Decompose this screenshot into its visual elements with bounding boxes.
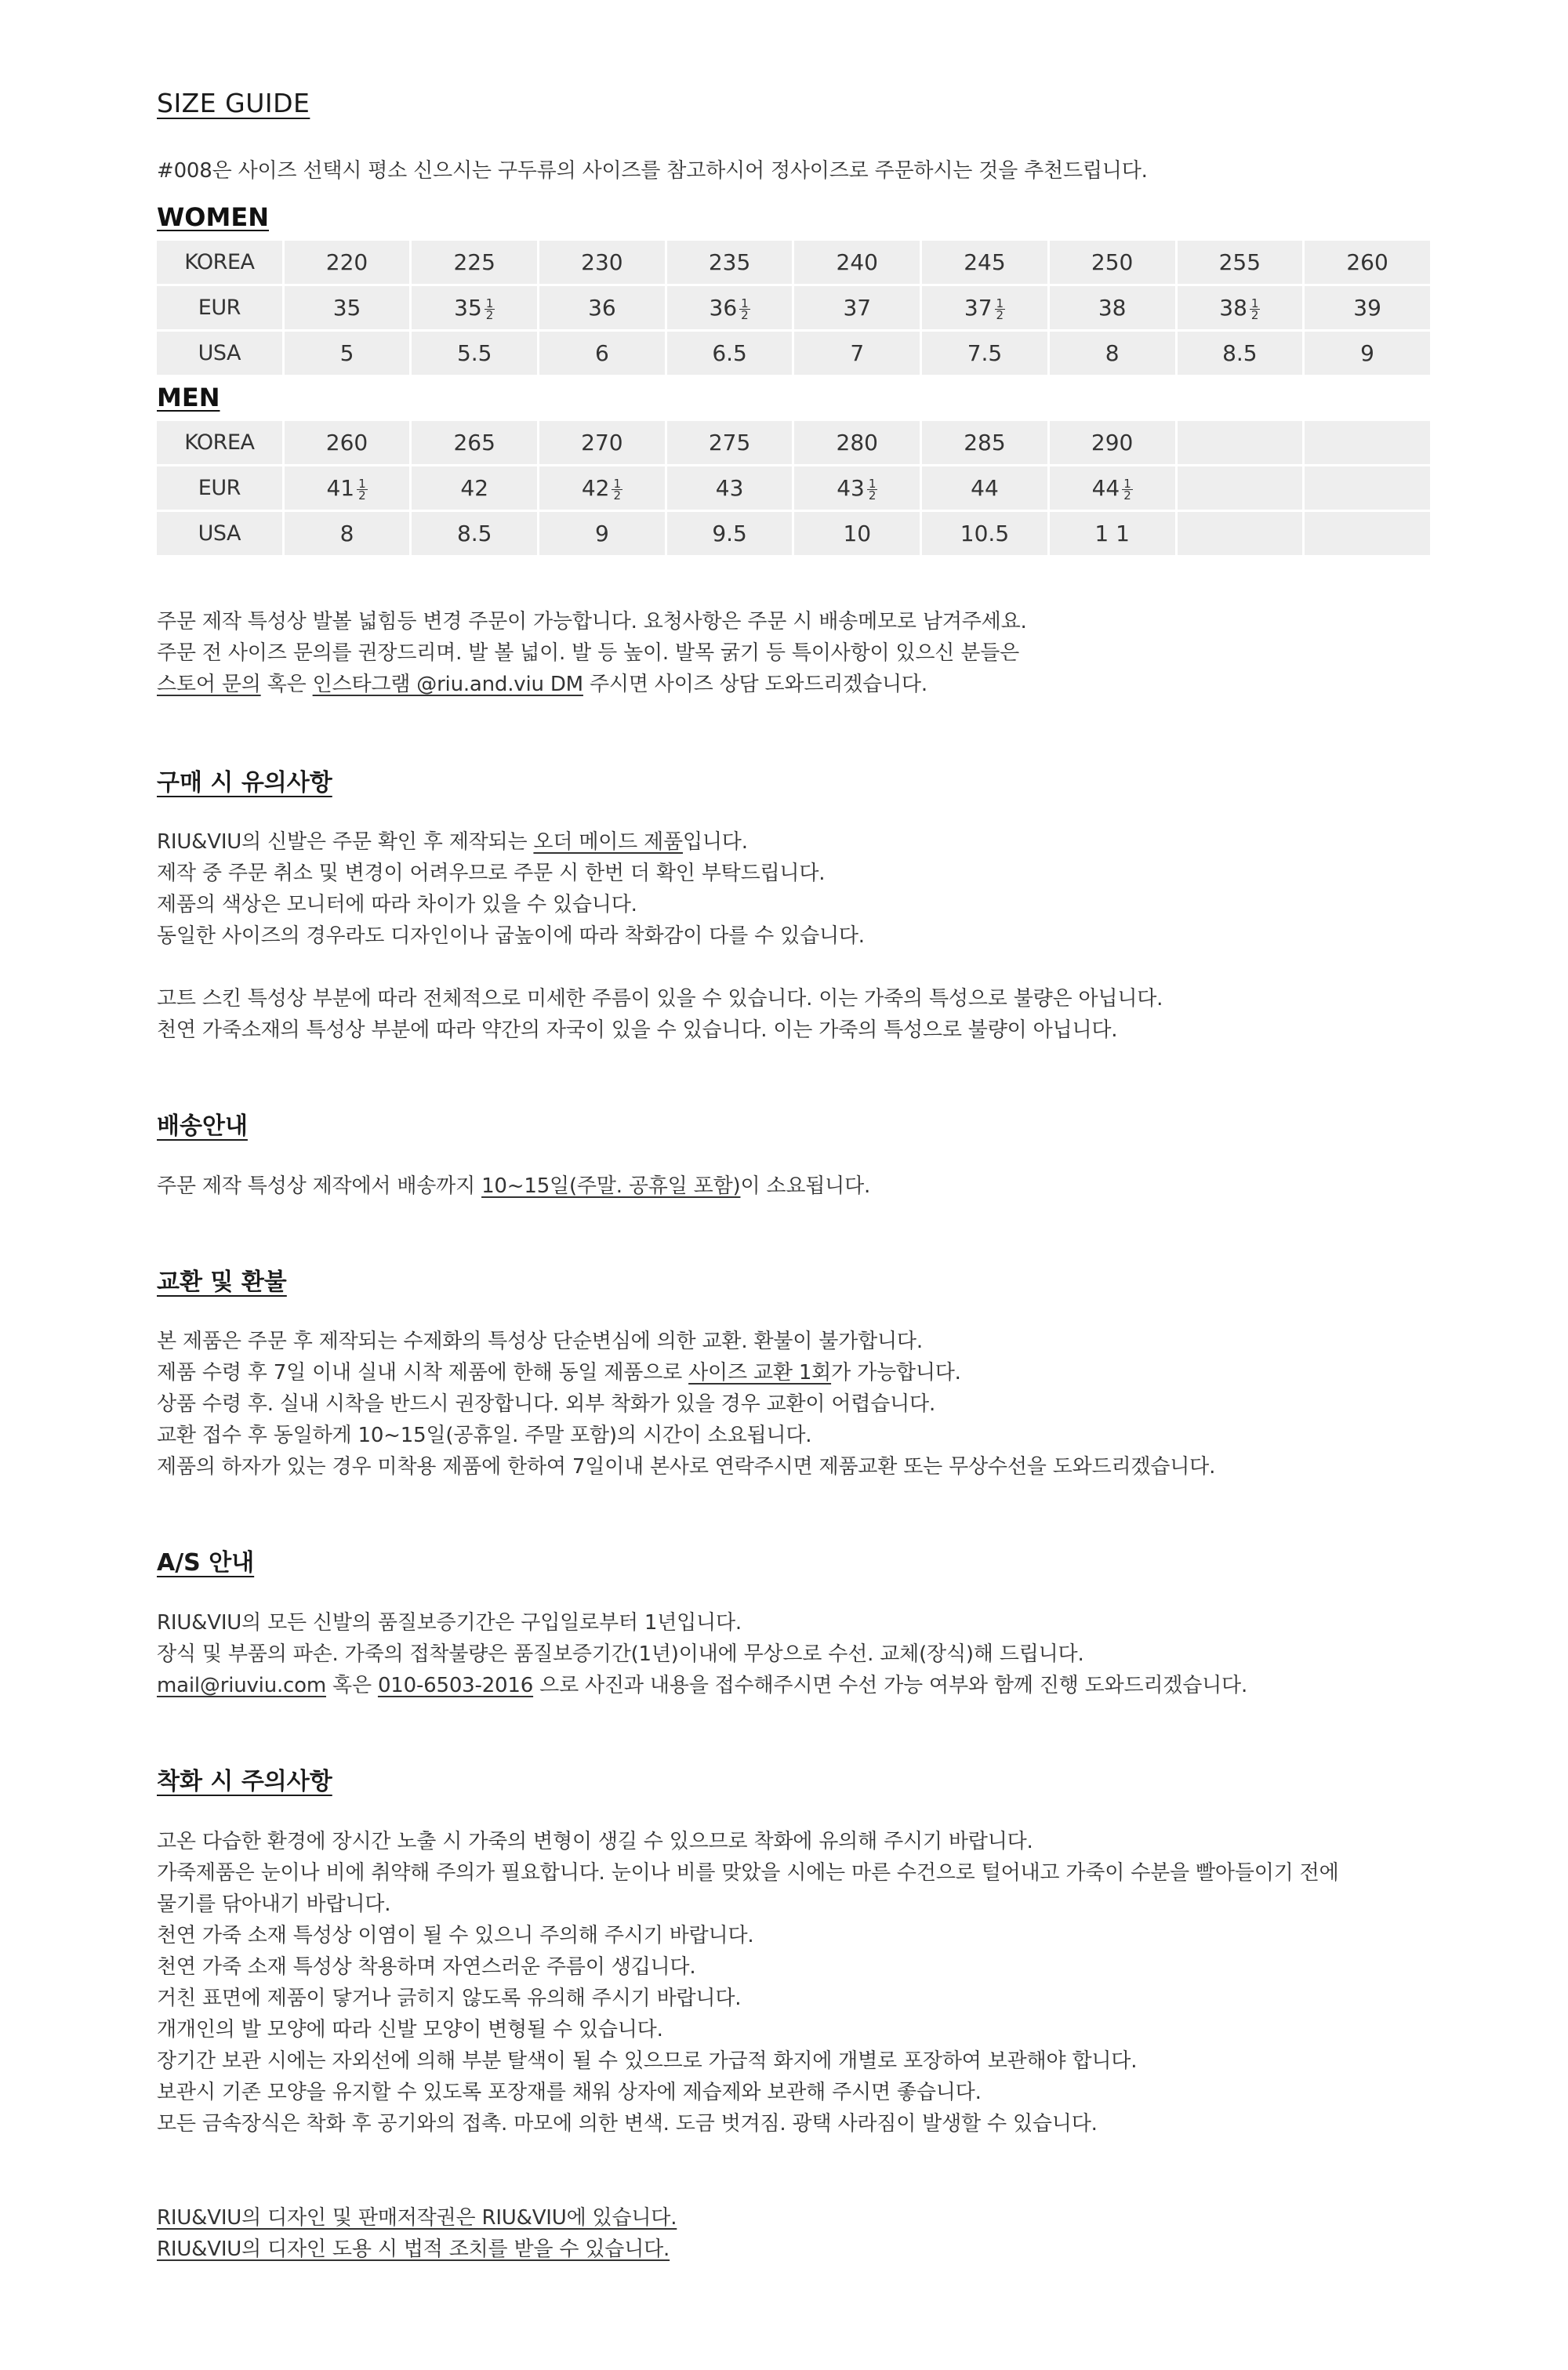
purchase-line-5: 고트 스킨 특성상 부분에 따라 전체적으로 미세한 주름이 있을 수 있습니다. 이는 가죽의 특성으로 불량은 아닙니다. xyxy=(157,987,1163,1011)
men-size-cell: 43 $\frac{1}{2}$ xyxy=(794,466,920,510)
men-size-cell: 42 $\frac{1}{2}$ xyxy=(539,466,665,510)
women-size-cell: 5.5 xyxy=(412,332,537,375)
women-row-eur xyxy=(157,286,1430,329)
shipping-line-1 xyxy=(157,1170,870,1199)
women-size-cell: 37 xyxy=(794,286,920,329)
women-size-cell: 37 $\frac{1}{2}$ xyxy=(922,286,1047,329)
wearing-line-8: 장기간 보관 시에는 자외선에 의해 부분 탈색이 될 수 있으므로 가급적 화지에 개별로 포장하여 보관해야 합니다. xyxy=(157,2049,1138,2073)
size-note-3-end: 주시면 사이즈 상담 도와드리겠습니다. xyxy=(583,673,927,696)
women-size-cell: 7 xyxy=(794,332,920,375)
half-fraction: $\frac{1}{2}$ xyxy=(485,296,494,322)
men-label: MEN xyxy=(157,383,220,412)
women-size-cell: 220 xyxy=(285,241,410,284)
size-note-1: 주문 제작 특성상 발볼 넓힘등 변경 주문이 가능합니다. 요청사항은 주문 시 배송메모로 남겨주세요. xyxy=(157,610,1027,633)
wearing-line-10: 모든 금속장식은 착화 후 공기와의 접촉. 마모에 의한 변색. 도금 벗겨짐. 광택 사라짐이 발생할 수 있습니다. xyxy=(157,2112,1098,2136)
men-size-cell xyxy=(1178,421,1303,464)
men-row-eur xyxy=(157,466,1430,510)
men-size-cell: 270 xyxy=(539,421,665,464)
women-size-cell: 9 xyxy=(1305,332,1430,375)
purchase-line-6: 천연 가죽소재의 특성상 부분에 따라 약간의 자국이 있을 수 있습니다. 이는 가죽의 특성으로 불량이 아닙니다. xyxy=(157,1018,1118,1042)
men-size-cell: 8.5 xyxy=(412,512,537,555)
half-fraction: $\frac{1}{2}$ xyxy=(1123,476,1131,503)
men-size-cell: 43 xyxy=(667,466,793,510)
men-row-label: KOREA xyxy=(157,421,282,464)
women-size-cell: 235 xyxy=(667,241,793,284)
women-size-cell: 6.5 xyxy=(667,332,793,375)
as-line-3-post: 으로 사진과 내용을 접수해주시면 수선 가능 여부와 함께 진행 도와드리겠습니다. xyxy=(533,1674,1248,1697)
shipping-line-1-pre: 주문 제작 특성상 제작에서 배송까지 xyxy=(157,1174,482,1198)
as-line-2: 장식 및 부품의 파손. 가죽의 접착불량은 품질보증기간(1년)이내에 무상으로 수선. 교체(장식)해 드립니다. xyxy=(157,1642,1084,1666)
women-row-label: EUR xyxy=(157,286,282,329)
instagram-dm-link[interactable]: 인스타그램 @riu.and.viu DM xyxy=(312,673,583,696)
women-size-cell: 38 xyxy=(1050,286,1175,329)
men-size-cell: 10 xyxy=(794,512,920,555)
purchase-line-3: 제품의 색상은 모니터에 따라 차이가 있을 수 있습니다. xyxy=(157,893,637,916)
men-row-label: EUR xyxy=(157,466,282,510)
men-size-cell: 260 xyxy=(285,421,410,464)
size-note-3 xyxy=(157,668,927,697)
men-row-korea xyxy=(157,421,1430,464)
shipping-period: 10~15일(주말. 공휴일 포함) xyxy=(481,1174,741,1198)
shipping-line-1-post: 이 소요됩니다. xyxy=(740,1174,871,1198)
women-size-cell: 5 xyxy=(285,332,410,375)
wearing-line-6: 거친 표면에 제품이 닿거나 긁히지 않도록 유의해 주시기 바랍니다. xyxy=(157,1987,742,2010)
wearing-heading: 착화 시 주의사항 xyxy=(157,1768,332,1795)
women-row-label: KOREA xyxy=(157,241,282,284)
men-row-label: USA xyxy=(157,512,282,555)
men-size-cell: 280 xyxy=(794,421,920,464)
half-fraction: $\frac{1}{2}$ xyxy=(613,476,621,503)
women-row-usa xyxy=(157,332,1430,375)
exchange-line-2-pre: 제품 수령 후 7일 이내 실내 시착 제품에 한해 동일 제품으로 xyxy=(157,1361,689,1385)
exchange-line-5: 제품의 하자가 있는 경우 미착용 제품에 한하여 7일이내 본사로 연락주시면 제품교환 또는 무상수선을 도와드리겠습니다. xyxy=(157,1455,1216,1479)
purchase-line-1-pre: RIU&VIU의 신발은 주문 확인 후 제작되는 xyxy=(157,830,534,854)
as-line-3-mid: 혹은 xyxy=(325,1674,378,1697)
women-size-cell: 260 xyxy=(1305,241,1430,284)
exchange-line-2-post: 가 가능합니다. xyxy=(831,1361,961,1385)
phone-link[interactable]: 010-6503-2016 xyxy=(377,1674,534,1697)
as-line-1: RIU&VIU의 모든 신발의 품질보증기간은 구입일로부터 1년입니다. xyxy=(157,1611,742,1635)
purchase-heading: 구매 시 유의사항 xyxy=(157,769,332,797)
size-guide-intro: #008은 사이즈 선택시 평소 신으시는 구두류의 사이즈를 참고하시어 정사이즈로 주문하시는 것을 추천드립니다. xyxy=(157,159,1148,183)
men-row-usa xyxy=(157,512,1430,555)
email-link[interactable]: mail@riuviu.com xyxy=(157,1674,326,1697)
women-size-cell: 245 xyxy=(922,241,1047,284)
order-made-link: 오더 메이드 제품 xyxy=(533,830,683,854)
half-fraction: $\frac{1}{2}$ xyxy=(996,296,1004,322)
women-size-cell: 225 xyxy=(412,241,537,284)
as-line-3 xyxy=(157,1669,1247,1698)
women-size-cell: 36 xyxy=(539,286,665,329)
women-label: WOMEN xyxy=(157,202,269,232)
men-size-cell xyxy=(1305,466,1430,510)
size-note-2: 주문 전 사이즈 문의를 권장드리며. 발 볼 넓이. 발 등 높이. 발목 굵기 등 특이사항이 있으신 분들은 xyxy=(157,641,1020,665)
men-size-cell xyxy=(1305,421,1430,464)
men-size-table xyxy=(154,419,1432,557)
wearing-line-7: 개개인의 발 모양에 따라 신발 모양이 변형될 수 있습니다. xyxy=(157,2018,663,2042)
women-size-cell: 6 xyxy=(539,332,665,375)
wearing-line-4: 천연 가죽 소재 특성상 이염이 될 수 있으니 주의해 주시기 바랍니다. xyxy=(157,1924,754,1947)
size-note-3-mid: 혹은 xyxy=(260,673,313,696)
men-size-cell xyxy=(1178,512,1303,555)
as-heading: A/S 안내 xyxy=(157,1549,255,1577)
women-size-cell: 39 xyxy=(1305,286,1430,329)
half-fraction: $\frac{1}{2}$ xyxy=(1250,296,1259,322)
women-size-cell: 255 xyxy=(1178,241,1303,284)
women-size-cell: 250 xyxy=(1050,241,1175,284)
men-size-cell: 285 xyxy=(922,421,1047,464)
wearing-line-3: 물기를 닦아내기 바랍니다. xyxy=(157,1893,391,1916)
half-fraction: $\frac{1}{2}$ xyxy=(868,476,877,503)
women-size-cell: 35 xyxy=(285,286,410,329)
men-size-cell: 44 $\frac{1}{2}$ xyxy=(1050,466,1175,510)
half-fraction: $\frac{1}{2}$ xyxy=(358,476,366,503)
purchase-line-2: 제작 중 주문 취소 및 변경이 어려우므로 주문 시 한번 더 확인 부탁드립니다. xyxy=(157,862,826,885)
men-size-cell xyxy=(1178,466,1303,510)
women-size-cell: 230 xyxy=(539,241,665,284)
exchange-line-4: 교환 접수 후 동일하게 10~15일(공휴일. 주말 포함)의 시간이 소요됩니다. xyxy=(157,1424,812,1447)
purchase-line-1-post: 입니다. xyxy=(682,830,748,854)
purchase-line-1 xyxy=(157,826,748,855)
women-size-cell: 38 $\frac{1}{2}$ xyxy=(1178,286,1303,329)
wearing-line-1: 고온 다습한 환경에 장시간 노출 시 가죽의 변형이 생길 수 있으므로 착화에 유의해 주시기 바랍니다. xyxy=(157,1830,1033,1853)
women-row-label: USA xyxy=(157,332,282,375)
women-size-cell: 36 $\frac{1}{2}$ xyxy=(667,286,793,329)
wearing-line-5: 천연 가죽 소재 특성상 착용하며 자연스러운 주름이 생깁니다. xyxy=(157,1955,696,1979)
men-size-cell: 42 xyxy=(412,466,537,510)
women-size-cell: 8 xyxy=(1050,332,1175,375)
copyright-line-2: RIU&VIU의 디자인 도용 시 법적 조치를 받을 수 있습니다. xyxy=(157,2238,670,2261)
men-size-cell: 44 xyxy=(922,466,1047,510)
exchange-heading: 교환 및 환불 xyxy=(157,1268,287,1296)
exchange-line-2 xyxy=(157,1356,961,1385)
men-size-cell: 275 xyxy=(667,421,793,464)
size-guide-title: SIZE GUIDE xyxy=(157,88,310,118)
store-inquiry-link[interactable]: 스토어 문의 xyxy=(157,673,261,696)
men-size-cell: 290 xyxy=(1050,421,1175,464)
men-size-cell: 9 xyxy=(539,512,665,555)
women-size-cell: 240 xyxy=(794,241,920,284)
men-size-cell: 10.5 xyxy=(922,512,1047,555)
half-fraction: $\frac{1}{2}$ xyxy=(741,296,749,322)
exchange-line-1: 본 제품은 주문 후 제작되는 수제화의 특성상 단순변심에 의한 교환. 환불이 불가합니다. xyxy=(157,1330,923,1353)
men-size-cell: 265 xyxy=(412,421,537,464)
size-exchange-once: 사이즈 교환 1회 xyxy=(688,1361,832,1385)
women-size-cell: 35 $\frac{1}{2}$ xyxy=(412,286,537,329)
wearing-line-9: 보관시 기존 모양을 유지할 수 있도록 포장재를 채워 상자에 제습제와 보관해 주시면 좋습니다. xyxy=(157,2081,982,2104)
women-size-table xyxy=(154,238,1432,377)
women-size-cell: 8.5 xyxy=(1178,332,1303,375)
men-size-cell: 1 1 xyxy=(1050,512,1175,555)
purchase-line-4: 동일한 사이즈의 경우라도 디자인이나 굽높이에 따라 착화감이 다를 수 있습니다. xyxy=(157,924,865,948)
men-size-cell: 8 xyxy=(285,512,410,555)
wearing-line-2: 가죽제품은 눈이나 비에 취약해 주의가 필요합니다. 눈이나 비를 맞았을 시에는 마른 수건으로 털어내고 가죽이 수분을 빨아들이기 전에 xyxy=(157,1861,1339,1885)
men-size-cell: 41 $\frac{1}{2}$ xyxy=(285,466,410,510)
men-size-cell xyxy=(1305,512,1430,555)
women-size-cell: 7.5 xyxy=(922,332,1047,375)
men-size-cell: 9.5 xyxy=(667,512,793,555)
exchange-line-3: 상품 수령 후. 실내 시착을 반드시 권장합니다. 외부 착화가 있을 경우 교환이 어렵습니다. xyxy=(157,1392,936,1416)
women-row-korea xyxy=(157,241,1430,284)
copyright-line-1: RIU&VIU의 디자인 및 판매저작권은 RIU&VIU에 있습니다. xyxy=(157,2206,677,2230)
shipping-heading: 배송안내 xyxy=(157,1112,248,1140)
